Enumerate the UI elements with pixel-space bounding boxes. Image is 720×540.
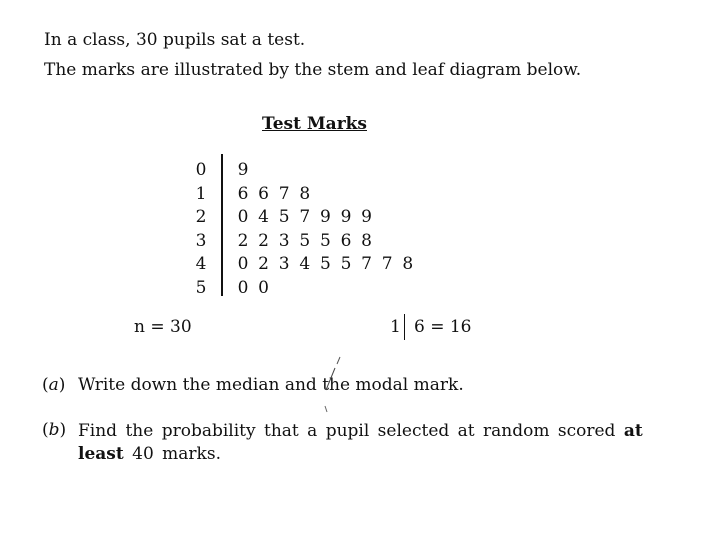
- leaf: 6: [258, 183, 269, 204]
- leaf: 5: [340, 254, 352, 274]
- question-b-text-end: 40 marks.: [123, 444, 221, 464]
- leaf: 6: [237, 183, 249, 204]
- leaf: 2: [258, 230, 269, 251]
- stem-1: 1: [195, 183, 207, 204]
- leaf: 9: [361, 207, 372, 227]
- stem-5: 5: [195, 277, 207, 298]
- stem-2: 2: [195, 207, 207, 227]
- leaf: 0: [258, 277, 269, 298]
- question-b-text-start: Find the probability that a pupil selected at random scored: [78, 421, 624, 441]
- leaf: 4: [299, 254, 311, 274]
- stem-4: 4: [195, 254, 207, 274]
- leaf: 8: [361, 230, 372, 251]
- leaf: 7: [278, 183, 290, 204]
- leaf: 5: [278, 207, 290, 227]
- question-b-emphasis: at least: [78, 421, 643, 464]
- question-a-text: Write down the median and the modal mark.: [78, 375, 464, 395]
- intro-line-1: In a class, 30 pupils sat a test.: [44, 30, 306, 50]
- leaf: 6: [340, 230, 352, 251]
- leaf: 2: [237, 230, 249, 251]
- leaf: 7: [361, 254, 372, 274]
- sample-size-label: n = 30: [134, 317, 192, 337]
- question-b-label: (b): [42, 420, 67, 440]
- leaf: 5: [319, 254, 331, 274]
- leaf: 3: [278, 230, 290, 251]
- leaf: 4: [258, 207, 269, 227]
- stem-3: 3: [195, 230, 207, 251]
- diagram-title: Test Marks: [262, 114, 367, 134]
- leaf: 9: [319, 207, 331, 227]
- intro-line-2: The marks are illustrated by the stem and leaf diagram below.: [44, 60, 582, 80]
- leaf: 8: [299, 183, 311, 204]
- key-value: 6 = 16: [414, 317, 472, 337]
- question-b-letter: b: [48, 420, 60, 440]
- leaf: 8: [402, 254, 414, 274]
- leaf: 0: [237, 207, 249, 227]
- key-stem: 1: [390, 317, 401, 337]
- leaf: 5: [319, 230, 331, 251]
- leaf: 7: [381, 254, 393, 274]
- leaf: 2: [258, 254, 269, 274]
- leaf: 7: [299, 207, 311, 227]
- question-a-letter: a: [48, 375, 59, 395]
- question-a-label: (a): [42, 375, 66, 395]
- leaf: 3: [278, 254, 290, 274]
- leaf: 9: [237, 160, 249, 180]
- leaf: 0: [237, 277, 249, 298]
- leaf: 0: [237, 254, 249, 274]
- leaf: 5: [299, 230, 311, 251]
- leaf: 9: [340, 207, 352, 227]
- stem-0: 0: [195, 160, 207, 180]
